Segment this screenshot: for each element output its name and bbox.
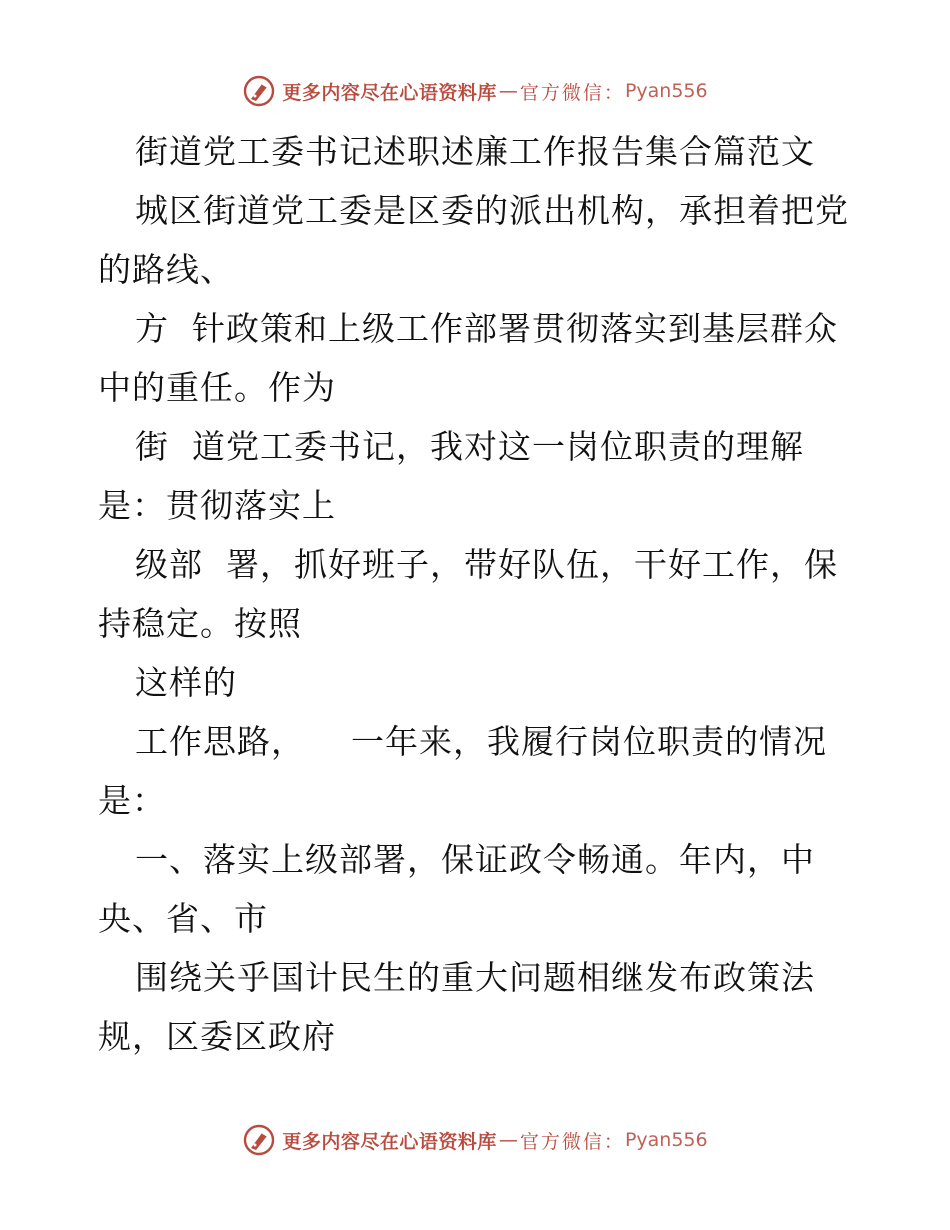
paragraph-line: 级部 署，抓好班子，带好队伍，干好工作，保 — [135, 545, 838, 584]
banner-wechat-id: Pyan556 — [624, 80, 708, 102]
paragraph-line: 工作思路， 一年来，我履行岗位职责的情况 — [135, 722, 827, 761]
paragraph-line: 的路线、 — [98, 250, 234, 289]
document-title: 街道党工委书记述职述廉工作报告集合篇范文 — [135, 132, 815, 171]
banner-brand-text: 更多内容尽在心语资料库 — [282, 81, 497, 104]
paragraph-line: 城区街道党工委是区委的派出机构，承担着把党 — [135, 191, 849, 230]
paragraph-line: 中的重任。作为 — [98, 368, 336, 407]
banner-wechat-label: 官方微信： — [519, 1130, 625, 1153]
paragraph-line: 持稳定。按照 — [98, 604, 302, 643]
paragraph-line: 围绕关乎国计民生的重大问题相继发布政策法 — [135, 958, 815, 997]
document-body — [98, 122, 858, 1066]
paragraph-line: 这样的 — [135, 663, 237, 702]
banner-brand-text: 更多内容尽在心语资料库 — [282, 1130, 497, 1153]
banner-wechat-id: Pyan556 — [624, 1129, 708, 1151]
paragraph-line: 是： — [98, 781, 166, 820]
banner-separator: — — [498, 80, 518, 102]
paragraph-line: 一、落实上级部署，保证政令畅通。年内，中 — [135, 840, 815, 879]
paragraph-line: 是：贯彻落实上 — [98, 486, 336, 525]
header-watermark-banner — [0, 71, 950, 111]
paragraph-line: 街 道党工委书记，我对这一岗位职责的理解 — [135, 427, 804, 466]
pen-nib-circle-icon — [242, 1123, 276, 1157]
banner-separator: — — [498, 1129, 518, 1151]
paragraph-line: 规，区委区政府 — [98, 1017, 336, 1056]
banner-wechat-label: 官方微信： — [519, 81, 625, 104]
paragraph-line: 央、省、市 — [98, 899, 268, 938]
footer-watermark-banner — [0, 1120, 950, 1160]
pen-nib-circle-icon — [242, 74, 276, 108]
paragraph-line: 方 针政策和上级工作部署贯彻落实到基层群众 — [135, 309, 838, 348]
